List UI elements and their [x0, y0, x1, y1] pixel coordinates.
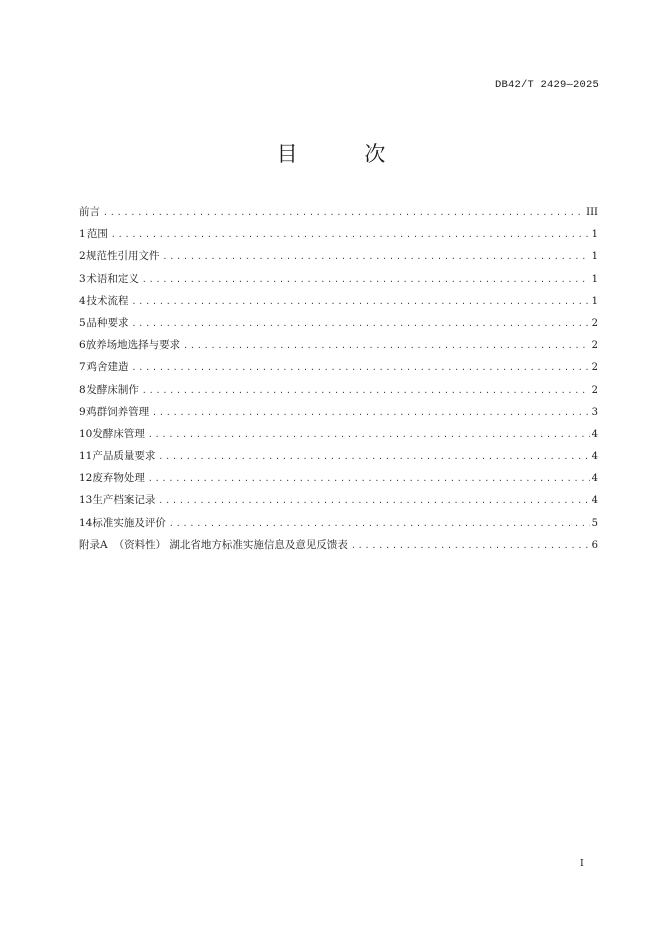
toc-entry-page: 4 — [591, 495, 598, 507]
toc-entry-number: 6 — [79, 339, 86, 352]
toc-entry-4[interactable] — [79, 290, 598, 312]
toc-entry-5[interactable] — [79, 312, 598, 334]
toc-entry-label: 标准实施及评价 — [92, 516, 166, 529]
toc-leader-dots — [142, 380, 590, 402]
toc-entry-label: 鸡舍建造 — [86, 361, 129, 374]
toc-entry-page: 1 — [591, 229, 598, 241]
toc-leader-dots — [132, 291, 590, 313]
toc-entry-label: 生产档案记录 — [92, 494, 156, 507]
toc-entry-number: 10 — [79, 427, 93, 440]
toc-entry-number: 5 — [79, 316, 86, 329]
toc-entry-label: 规范性引用文件 — [86, 250, 160, 263]
toc-entry-label: （资料性） 湖北省地方标准实施信息及意见反馈表 — [113, 538, 348, 551]
toc-leader-dots — [148, 468, 590, 490]
toc-entry-2[interactable] — [79, 245, 598, 267]
toc-entry-number: 13 — [79, 494, 93, 507]
toc-entry-number: 11 — [79, 450, 93, 463]
toc-entry-6[interactable] — [79, 334, 598, 356]
toc-entry-number: 2 — [79, 250, 86, 263]
toc-entry-label: 产品质量要求 — [92, 450, 156, 463]
page-title: 目 次 — [276, 142, 416, 166]
toc-entry-label: 前言 — [79, 206, 100, 218]
toc-entry-page: 2 — [591, 317, 598, 329]
toc-leader-dots — [111, 224, 590, 246]
toc-entry-page: 4 — [591, 451, 598, 463]
toc-entry-label: 术语和定义 — [86, 272, 139, 285]
page-number: I — [580, 858, 584, 869]
toc-entry-label: 放养场地选择与要求 — [85, 339, 181, 352]
toc-entry-label: 发酵床制作 — [86, 383, 139, 396]
toc-entry-1[interactable] — [79, 223, 598, 245]
toc-leader-dots — [152, 402, 589, 424]
toc-entry-10[interactable] — [79, 423, 598, 445]
toc-entry-label: 鸡群饲养管理 — [86, 405, 150, 418]
toc-entry-number: 12 — [79, 472, 93, 485]
toc-entry-number: 附录A — [79, 538, 108, 551]
toc-entry-page: 1 — [591, 251, 598, 263]
toc-leader-dots — [169, 513, 590, 535]
toc-leader-dots — [163, 246, 590, 268]
table-of-contents — [79, 201, 598, 556]
toc-leader-dots — [103, 202, 584, 224]
toc-leader-dots — [148, 424, 590, 446]
toc-entry-foreword[interactable] — [79, 201, 598, 223]
toc-entry-page: 2 — [591, 362, 598, 374]
toc-entry-number: 3 — [79, 272, 86, 285]
toc-entry-page: 4 — [591, 473, 598, 485]
toc-entry-label: 品种要求 — [86, 316, 129, 329]
toc-entry-page: III — [586, 207, 598, 218]
toc-entry-appendix-a[interactable] — [79, 534, 598, 556]
toc-entry-page: 6 — [591, 539, 598, 551]
document-code: DB42/T 2429—2025 — [494, 79, 599, 91]
toc-entry-page: 2 — [591, 384, 598, 396]
toc-leader-dots — [351, 535, 590, 557]
toc-entry-label: 发酵床管理 — [92, 427, 145, 440]
toc-entry-page: 4 — [591, 428, 598, 440]
toc-entry-14[interactable] — [79, 512, 598, 534]
toc-entry-page: 1 — [591, 273, 598, 285]
toc-leader-dots — [142, 269, 590, 291]
toc-entry-8[interactable] — [79, 379, 598, 401]
toc-leader-dots — [158, 490, 589, 512]
toc-entry-label: 废弃物处理 — [92, 472, 145, 485]
toc-entry-3[interactable] — [79, 268, 598, 290]
toc-entry-page: 3 — [591, 406, 598, 418]
toc-entry-12[interactable] — [79, 467, 598, 489]
toc-entry-page: 5 — [591, 517, 598, 529]
toc-leader-dots — [183, 335, 589, 357]
toc-entry-label: 技术流程 — [86, 294, 129, 307]
toc-leader-dots — [132, 313, 590, 335]
toc-leader-dots — [158, 446, 589, 468]
toc-leader-dots — [132, 357, 590, 379]
toc-entry-number: 8 — [79, 383, 86, 396]
toc-entry-11[interactable] — [79, 445, 598, 467]
toc-entry-number: 4 — [79, 294, 86, 307]
toc-entry-13[interactable] — [79, 489, 598, 511]
toc-entry-number: 9 — [79, 405, 86, 418]
toc-entry-7[interactable] — [79, 356, 598, 378]
toc-entry-page: 2 — [591, 340, 598, 352]
toc-entry-number: 14 — [79, 516, 93, 529]
toc-entry-9[interactable] — [79, 401, 598, 423]
toc-entry-page: 1 — [591, 295, 598, 307]
toc-entry-number: 1 — [79, 228, 86, 241]
toc-entry-label: 范围 — [86, 228, 108, 241]
toc-entry-number: 7 — [79, 361, 86, 374]
